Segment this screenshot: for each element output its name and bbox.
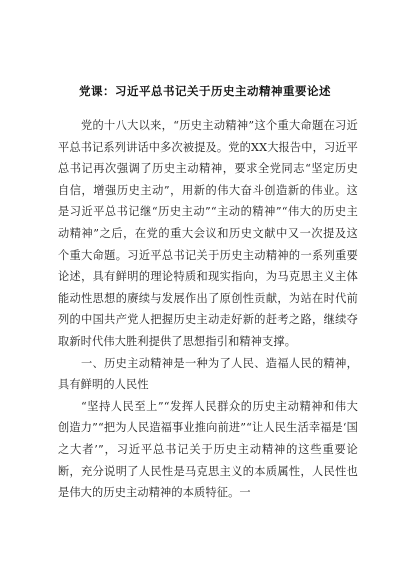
document-title: 党课：习近平总书记关于历史主动精神重要论述 (79, 84, 331, 98)
paragraph-intro: 党的十八大以来，“历史主动精神”这个重大命题在习近平总书记系列讲话中多次被提及。党的XX大报告中，习近平总书记再次强调了历史主动精神，要求全党同志“坚定历史自信，增强历史主动”，用新的伟大奋斗创造新的伟业。这是习近平总书记继“历史主动”“主动的精神”“伟大的历史主动精神”之后，在党的重大会议和历史文献中又一次提及这个重大命题。习近平总书记关于历史主动精神的一系列重要论述，具有鲜明的理论特质和现实指向，为马克思主义主体能动性思想的赓续与发展作出了原创性贡献，为站在时代前列的中国共产党人把握历史主动走好新的赶考之路，继续夺取新时代伟大胜利提供了思想指引和精神支撑。 (58, 119, 358, 348)
section-heading-1: 一、历史主动精神是一种为了人民、造福人民的精神，具有鲜明的人民性 (58, 356, 358, 392)
document-body (58, 115, 358, 504)
paragraph-people: “坚持人民至上”“发挥人民群众的历史主动精神和伟大创造力”“把为人民造福事业推向前进”“让人民生活幸福是‘国之大者’”，习近平总书记关于历史主动精神的这些重要论断，充分说明了人民性是马克思主义的本质属性，人民性也是伟大的历史主动精神的本质特征。一 (58, 399, 358, 500)
